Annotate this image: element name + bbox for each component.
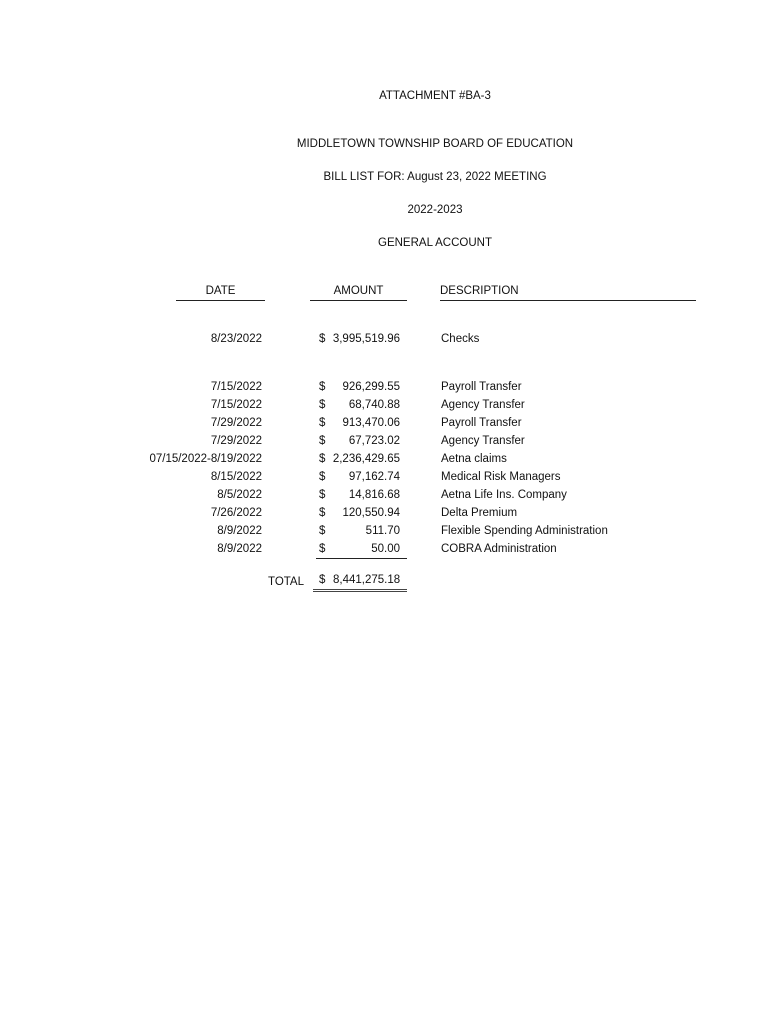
- row-amount: 14,816.68: [348, 489, 400, 501]
- row-amount: 2,236,429.65: [332, 453, 400, 465]
- row-description: Checks: [441, 333, 480, 345]
- row-description: Flexible Spending Administration: [441, 525, 608, 537]
- table-row: [0, 399, 770, 417]
- row-description: Agency Transfer: [441, 399, 525, 411]
- row-description: Delta Premium: [441, 507, 518, 519]
- row-amount: 68,740.88: [348, 399, 400, 411]
- row-dollar-sign: $: [319, 543, 326, 555]
- row-description: Payroll Transfer: [441, 417, 522, 429]
- row-date: 8/23/2022: [210, 333, 262, 345]
- total-double-underline: [313, 589, 407, 592]
- row-dollar-sign: $: [319, 471, 326, 483]
- table-row: [0, 453, 770, 471]
- row-date: 7/29/2022: [210, 417, 262, 429]
- attachment-label: ATTACHMENT #BA-3: [379, 90, 491, 102]
- row-dollar-sign: $: [319, 525, 326, 537]
- row-description: Aetna claims: [441, 453, 507, 465]
- row-description: Medical Risk Managers: [441, 471, 561, 483]
- row-date: 8/5/2022: [217, 489, 262, 501]
- row-amount: 50.00: [371, 543, 400, 555]
- organization-name: MIDDLETOWN TOWNSHIP BOARD OF EDUCATION: [296, 138, 574, 150]
- table-row: [0, 417, 770, 435]
- column-header-date: DATE: [176, 285, 265, 301]
- row-description: Aetna Life Ins. Company: [441, 489, 567, 501]
- row-amount: 926,299.55: [342, 381, 400, 393]
- row-dollar-sign: $: [319, 489, 326, 501]
- row-amount: 97,162.74: [348, 471, 400, 483]
- total-label: TOTAL: [268, 576, 304, 588]
- table-row: [0, 525, 770, 543]
- row-dollar-sign: $: [319, 453, 326, 465]
- row-description: Payroll Transfer: [441, 381, 522, 393]
- row-date: 8/15/2022: [210, 471, 262, 483]
- row-dollar-sign: $: [319, 381, 326, 393]
- row-dollar-sign: $: [319, 435, 326, 447]
- column-header-description: DESCRIPTION: [440, 285, 696, 301]
- row-description: COBRA Administration: [441, 543, 557, 555]
- row-date: 7/15/2022: [210, 399, 262, 411]
- row-date: 8/9/2022: [217, 525, 262, 537]
- row-amount: 120,550.94: [342, 507, 400, 519]
- table-row: [0, 381, 770, 399]
- account-name: GENERAL ACCOUNT: [378, 237, 492, 249]
- table-row: [0, 543, 770, 561]
- table-row: [0, 435, 770, 453]
- row-date: 8/9/2022: [217, 543, 262, 555]
- row-dollar-sign: $: [319, 399, 326, 411]
- row-date: 7/26/2022: [210, 507, 262, 519]
- bill-list-title: BILL LIST FOR: August 23, 2022 MEETING: [323, 171, 547, 183]
- column-header-amount: AMOUNT: [310, 285, 407, 301]
- total-amount: 8,441,275.18: [333, 574, 401, 586]
- row-dollar-sign: $: [319, 417, 326, 429]
- table-row: [0, 333, 770, 351]
- table-row: [0, 489, 770, 507]
- row-amount: 67,723.02: [348, 435, 400, 447]
- row-dollar-sign: $: [319, 507, 326, 519]
- row-amount: 3,995,519.96: [332, 333, 400, 345]
- row-dollar-sign: $: [319, 333, 326, 345]
- row-date: 7/15/2022: [210, 381, 262, 393]
- row-amount: 913,470.06: [342, 417, 400, 429]
- fiscal-year: 2022-2023: [407, 204, 463, 216]
- row-description: Agency Transfer: [441, 435, 525, 447]
- table-row: [0, 507, 770, 525]
- total-dollar-sign: $: [319, 574, 326, 586]
- row-date: 07/15/2022-8/19/2022: [149, 453, 262, 465]
- row-amount: 511.70: [365, 525, 400, 537]
- table-row: [0, 471, 770, 489]
- row-date: 7/29/2022: [210, 435, 262, 447]
